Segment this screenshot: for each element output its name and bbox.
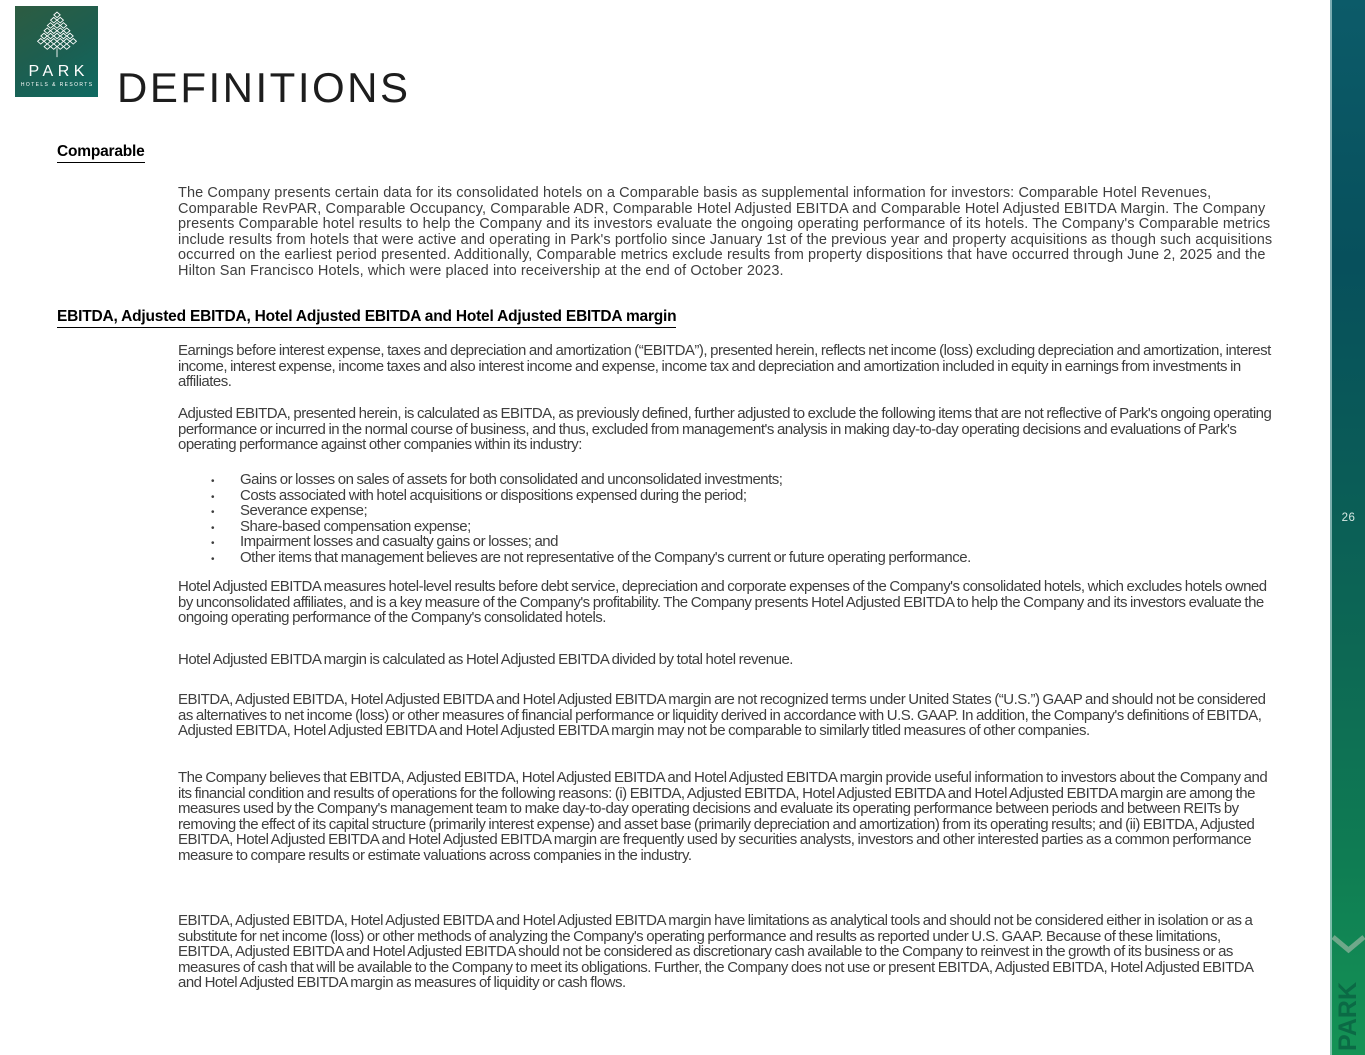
list-item-text: Gains or losses on sales of assets for both consolidated and unconsolidated investments; bbox=[240, 471, 783, 488]
paragraph-adjusted-ebitda: Adjusted EBITDA, presented herein, is calculated as EBITDA, as previously defined, further adjusted to exclude the following items that are not reflective of Park's ongoing operating performance or incurred in the normal course of business, and thus, excluded from management's analysis in making day-to-day operating decisions and evaluations of Park's operating performance against other companies within its industry: bbox=[178, 405, 1272, 454]
logo-wordmark: PARK bbox=[28, 63, 89, 80]
paragraph-comparable: The Company presents certain data for its consolidated hotels on a Comparable basis as supplemental information for investors: Comparable Hotel Revenues, Comparable RevPAR, Comparable Occupancy, Comparable ADR, Comparable Hotel Adjusted EBITDA and Comparable Hotel Adjusted EBITDA Margin. The Company presents Comparable hotel results to help the Company and its investors evaluate the ongoing operating performance of its hotels. The Company's Comparable metrics include results from hotels that were active and operating in Park's portfolio since January 1st of the previous year and property acquisitions as though such acquisitions occurred on the earliest period presented. Additionally, Comparable metrics exclude results from property dispositions that have occurred through June 2, 2025 and the Hilton San Francisco Hotels, which were placed into receivership at the end of October 2023. bbox=[178, 185, 1273, 279]
list-item-text: Share-based compensation expense; bbox=[240, 517, 471, 535]
paragraph-ebitda-definition: Earnings before interest expense, taxes and depreciation and amortization (“EBITDA”), presented herein, reflects net income (loss) excluding depreciation and amortization, interest income, interest expense, income taxes and also interest income and expense, income tax and depreciation and amortization included in equity in earnings from investments in affiliates. bbox=[178, 342, 1271, 391]
list-item bbox=[211, 472, 1271, 488]
page-number: 26 bbox=[1341, 512, 1356, 524]
list-item bbox=[211, 534, 1271, 550]
exclusions-list bbox=[211, 472, 1271, 566]
paragraph-limitations: EBITDA, Adjusted EBITDA, Hotel Adjusted EBITDA and Hotel Adjusted EBITDA margin have limitations as analytical tools and should not be considered either in isolation or as a substitute for net income (loss) or other methods of analyzing the Company's operating performance and results as reported under U.S. GAAP. Because of these limitations, EBITDA, Adjusted EBITDA and Hotel Adjusted EBITDA should not be considered as discretionary cash available to the Company to reinvest in the growth of its business or as measures of cash that will be available to the Company to meet its obligations. Further, the Company does not use or present EBITDA, Adjusted EBITDA, Hotel Adjusted EBITDA and Hotel Adjusted EBITDA margin as measures of liquidity or cash flows. bbox=[178, 912, 1253, 992]
sidebar-wordmark: PARK bbox=[1334, 982, 1362, 1051]
list-item bbox=[211, 488, 1271, 504]
paragraph-gaap-disclaimer: EBITDA, Adjusted EBITDA, Hotel Adjusted EBITDA and Hotel Adjusted EBITDA margin are not recognized terms under United States (“U.S.”) GAAP and should not be considered as alternatives to net income (loss) or other measures of financial performance or liquidity derived in accordance with U.S. GAAP. In addition, the Company's definitions of EBITDA, Adjusted EBITDA, Hotel Adjusted EBITDA and Hotel Adjusted EBITDA margin may not be comparable to similarly titled measures of other companies. bbox=[178, 691, 1266, 740]
list-item-text: Costs associated with hotel acquisitions or dispositions expensed during the period; bbox=[240, 486, 747, 504]
bullet-icon: • bbox=[211, 553, 215, 565]
bullet-icon: • bbox=[211, 491, 215, 503]
tree-icon bbox=[31, 10, 83, 62]
bullet-icon: • bbox=[211, 476, 215, 487]
list-item bbox=[211, 550, 1271, 566]
paragraph-margin-calculation: Hotel Adjusted EBITDA margin is calculated as Hotel Adjusted EBITDA divided by total hotel revenue. bbox=[178, 651, 793, 668]
bullet-icon: • bbox=[211, 538, 215, 550]
list-item-text: Severance expense; bbox=[240, 502, 368, 520]
bullet-icon: • bbox=[211, 522, 215, 534]
paragraph-hotel-adjusted-ebitda: Hotel Adjusted EBITDA measures hotel-level results before debt service, depreciation and corporate expenses of the Company's consolidated hotels, which excludes hotels owned by unconsolidated affiliates, and is a key measure of the Company's profitability. The Company presents Hotel Adjusted EBITDA to help the Company and its investors evaluate the ongoing operating performance of the Company's consolidated hotels. bbox=[178, 578, 1267, 627]
bullet-icon: • bbox=[211, 507, 215, 519]
list-item-text: Other items that management believes are not representative of the Company's current or future operating performance. bbox=[240, 548, 971, 566]
park-logo bbox=[15, 6, 98, 97]
accent-sidebar bbox=[1330, 0, 1365, 1055]
page-title: DEFINITIONS bbox=[117, 64, 411, 111]
list-item-text: Impairment losses and casualty gains or losses; and bbox=[240, 533, 558, 551]
section-heading-ebitda: EBITDA, Adjusted EBITDA, Hotel Adjusted EBITDA and Hotel Adjusted EBITDA margin bbox=[57, 308, 676, 328]
list-item bbox=[211, 503, 1271, 519]
section-heading-comparable: Comparable bbox=[57, 143, 145, 163]
chevron-down-icon bbox=[1332, 934, 1365, 958]
paragraph-company-believes: The Company believes that EBITDA, Adjusted EBITDA, Hotel Adjusted EBITDA and Hotel Adjusted EBITDA margin provide useful information to investors about the Company and its financial condition and results of operations for the following reasons: (i) EBITDA, Adjusted EBITDA, Hotel Adjusted EBITDA and Hotel Adjusted EBITDA margin are among the measures used by the Company's management team to make day-to-day operating decisions and evaluate its operating performance between periods and between REITs by removing the effect of its capital structure (primarily interest expense) and asset base (primarily depreciation and amortization) from its operating results; and (ii) EBITDA, Adjusted EBITDA, Hotel Adjusted EBITDA and Hotel Adjusted EBITDA margin are frequently used by securities analysts, investors and other interested parties as a common performance measure to compare results or estimate valuations across companies in the industry. bbox=[178, 769, 1268, 864]
list-item bbox=[211, 519, 1271, 535]
logo-tagline: HOTELS & RESORTS bbox=[20, 82, 94, 88]
